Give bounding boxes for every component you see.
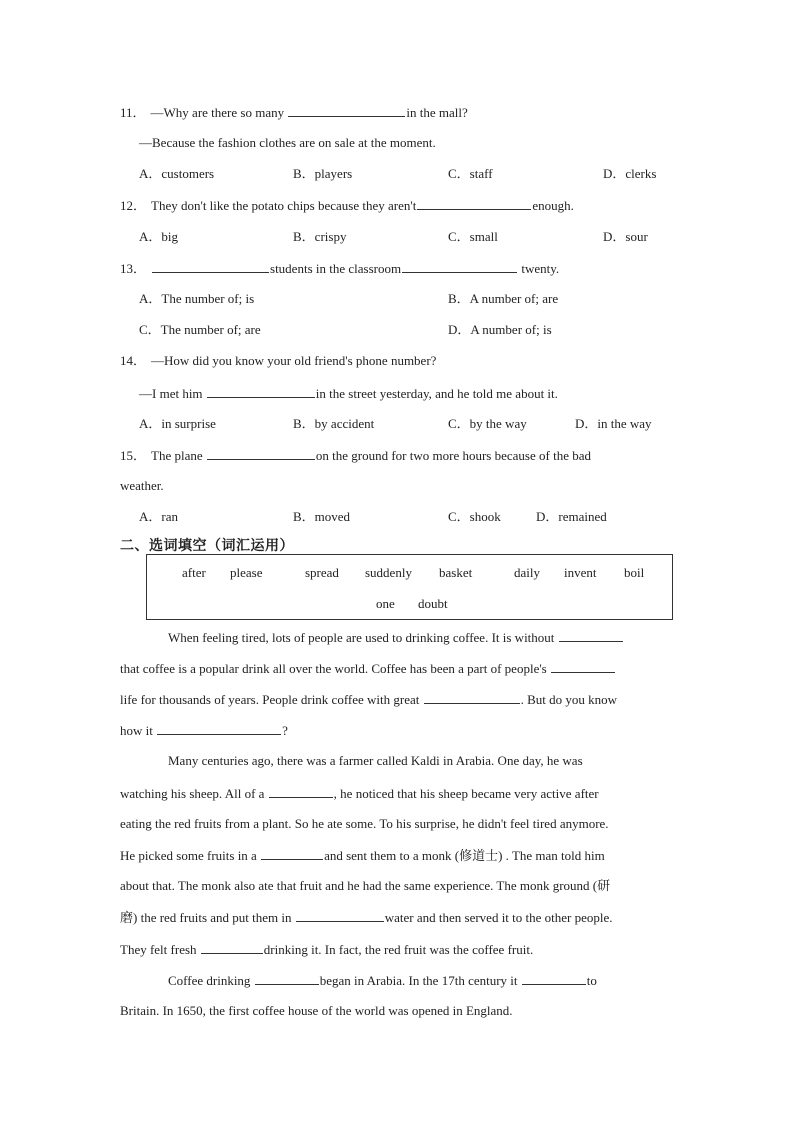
passage-text: how it <box>120 723 153 738</box>
answer-blank[interactable] <box>559 629 623 642</box>
question-text: enough. <box>532 198 574 213</box>
passage-line <box>120 847 605 864</box>
passage-line: Britain. In 1650, the first coffee house of the world was opened in England. <box>120 1003 513 1018</box>
passage-text: When feeling tired, lots of people are used to drinking coffee. It is without <box>168 630 555 645</box>
passage-text: water and then served it to the other people. <box>384 910 613 925</box>
option-c[interactable]: C．The number of; are <box>139 322 261 337</box>
question-number: 11． <box>120 105 146 120</box>
answer-blank[interactable] <box>201 941 263 954</box>
option-d[interactable]: D．remained <box>536 509 607 524</box>
word-bank <box>146 554 673 620</box>
word-bank-item: please <box>230 565 263 580</box>
passage-line <box>120 660 616 677</box>
passage-text: Coffee drinking <box>168 973 251 988</box>
word-bank-item: doubt <box>418 596 448 611</box>
question-14 <box>120 353 436 369</box>
passage-line <box>168 972 597 989</box>
answer-blank[interactable] <box>522 972 586 985</box>
answer-blank[interactable] <box>207 447 315 460</box>
option-b[interactable]: B．by accident <box>293 416 375 431</box>
question-text: —How did you know your old friend's phone number? <box>151 353 437 368</box>
question-text: students in the classroom <box>270 261 402 276</box>
option-c[interactable]: C．shook <box>448 509 501 524</box>
question-14-response <box>139 385 558 402</box>
question-text: in the mall? <box>406 105 468 120</box>
answer-blank[interactable] <box>424 691 520 704</box>
option-d[interactable]: D．clerks <box>603 166 657 181</box>
question-13 <box>120 260 559 277</box>
option-c[interactable]: C．by the way <box>448 416 527 431</box>
option-c[interactable]: C．small <box>448 229 498 244</box>
question-text: —I met him <box>139 386 203 401</box>
answer-blank[interactable] <box>551 660 615 673</box>
question-text: They don't like the potato chips because they aren't <box>151 198 417 213</box>
option-b[interactable]: B．A number of; are <box>448 291 559 306</box>
question-number: 14． <box>120 353 147 368</box>
word-bank-item: suddenly <box>365 565 412 580</box>
option-a[interactable]: A．customers <box>139 166 215 181</box>
question-number: 13． <box>120 261 147 276</box>
passage-text: They felt fresh <box>120 942 197 957</box>
passage-text: watching his sheep. All of a <box>120 786 265 801</box>
passage-line <box>120 909 613 926</box>
option-b[interactable]: B．moved <box>293 509 351 524</box>
word-bank-item: basket <box>439 565 473 580</box>
passage-text: 磨) the red fruits and put them in <box>120 910 292 925</box>
passage-text: life for thousands of years. People drink coffee with great <box>120 692 420 707</box>
option-a[interactable]: A．The number of; is <box>139 291 255 306</box>
question-11-response: —Because the fashion clothes are on sale at the moment. <box>139 135 436 150</box>
option-b[interactable]: B．players <box>293 166 353 181</box>
option-a[interactable]: A．ran <box>139 509 178 524</box>
passage-text: . But do you know <box>520 692 618 707</box>
answer-blank[interactable] <box>417 197 531 210</box>
passage-line <box>120 722 288 739</box>
question-text: The plane <box>151 448 203 463</box>
question-text: in the street yesterday, and he told me about it. <box>315 386 558 401</box>
word-bank-item: one <box>376 596 395 611</box>
question-text: twenty. <box>521 261 560 276</box>
word-bank-item: invent <box>564 565 597 580</box>
word-bank-item: spread <box>305 565 339 580</box>
answer-blank[interactable] <box>402 260 517 273</box>
passage-line <box>120 785 599 802</box>
option-d[interactable]: D．A number of; is <box>448 322 552 337</box>
answer-blank[interactable] <box>296 909 384 922</box>
passage-text: to <box>586 973 597 988</box>
passage-text: that coffee is a popular drink all over the world. Coffee has been a part of people's <box>120 661 547 676</box>
answer-blank[interactable] <box>288 104 405 117</box>
option-c[interactable]: C．staff <box>448 166 493 181</box>
answer-blank[interactable] <box>269 785 333 798</box>
option-d[interactable]: D．in the way <box>575 416 652 431</box>
passage-text: began in Arabia. In the 17th century it <box>319 973 518 988</box>
answer-blank[interactable] <box>152 260 269 273</box>
word-bank-item: after <box>182 565 206 580</box>
passage-line <box>120 691 617 708</box>
word-bank-item: boil <box>624 565 645 580</box>
question-text: —Why are there so many <box>150 105 285 120</box>
question-number: 15． <box>120 448 147 463</box>
question-15 <box>120 447 591 464</box>
passage-line <box>120 941 533 958</box>
word-bank-item: daily <box>514 565 540 580</box>
question-number: 12． <box>120 198 147 213</box>
question-15-continued: weather. <box>120 478 164 493</box>
passage-text: and sent them to a monk (修道士) . The man told him <box>324 848 605 863</box>
question-text: on the ground for two more hours because of the bad <box>315 448 591 463</box>
answer-blank[interactable] <box>207 385 315 398</box>
passage-line <box>168 629 624 646</box>
passage-line: Many centuries ago, there was a farmer called Kaldi in Arabia. One day, he was <box>168 753 583 768</box>
option-d[interactable]: D．sour <box>603 229 648 244</box>
option-a[interactable]: A．big <box>139 229 179 244</box>
question-12 <box>120 197 574 214</box>
answer-blank[interactable] <box>255 972 319 985</box>
option-b[interactable]: B．crispy <box>293 229 347 244</box>
section-title: 二、选词填空（词汇运用） <box>120 538 294 554</box>
passage-text: drinking it. In fact, the red fruit was the coffee fruit. <box>263 942 534 957</box>
question-11 <box>120 104 468 121</box>
passage-text: He picked some fruits in a <box>120 848 257 863</box>
passage-text: ? <box>282 723 288 738</box>
answer-blank[interactable] <box>261 847 323 860</box>
passage-line: eating the red fruits from a plant. So he ate some. To his surprise, he didn't feel tired anymore. <box>120 816 609 831</box>
passage-line: about that. The monk also ate that fruit and he had the same experience. The monk ground (研 <box>120 878 611 893</box>
answer-blank[interactable] <box>157 722 281 735</box>
passage-text: , he noticed that his sheep became very active after <box>333 786 599 801</box>
option-a[interactable]: A．in surprise <box>139 416 216 431</box>
